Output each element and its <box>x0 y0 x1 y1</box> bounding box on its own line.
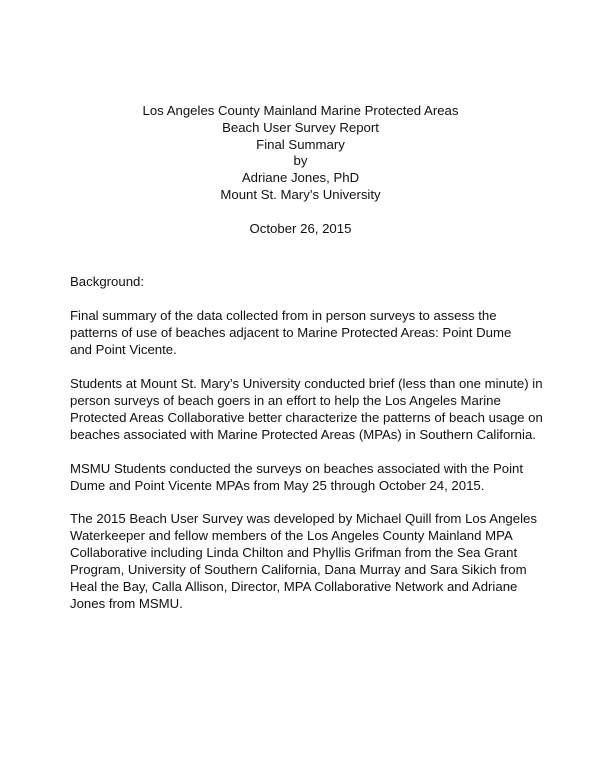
paragraph-line: Protected Areas Collaborative better characterize the patterns of beach usage on <box>70 410 543 425</box>
paragraph-line: Waterkeeper and fellow members of the Los Angeles County Mainland MPA <box>70 528 513 543</box>
report-title-block <box>0 103 601 204</box>
paragraph-line: Students at Mount St. Mary’s University conducted brief (less than one minute) in <box>70 376 543 391</box>
paragraph-line: patterns of use of beaches adjacent to Marine Protected Areas: Point Dume <box>70 325 512 340</box>
paragraph-credits <box>70 510 540 612</box>
paragraph-students <box>70 375 543 443</box>
paragraph-line: Collaborative including Linda Chilton and Phyllis Grifman from the Sea Grant <box>70 545 518 560</box>
report-date: October 26, 2015 <box>249 221 352 236</box>
report-subtitle: Beach User Survey Report <box>222 119 379 135</box>
paragraph-line: Program, University of Southern California, Dana Murray and Sara Sikich from <box>70 562 527 577</box>
report-type: Final Summary <box>256 136 345 152</box>
paragraph-line: MSMU Students conducted the surveys on beaches associated with the Point <box>70 461 524 476</box>
paragraph-line: The 2015 Beach User Survey was developed by Michael Quill from Los Angeles <box>70 511 537 526</box>
paragraph-survey-dates <box>70 460 540 494</box>
report-title: Los Angeles County Mainland Marine Protected Areas <box>142 103 459 118</box>
author-name: Adriane Jones, PhD <box>241 170 360 186</box>
paragraph-line: Jones from MSMU. <box>70 596 183 611</box>
author-by: by <box>293 153 308 169</box>
paragraph-line: Dume and Point Vicente MPAs from May 25 through October 24, 2015. <box>70 478 485 493</box>
paragraph-line: and Point Vicente. <box>70 342 177 357</box>
paragraph-line: beaches associated with Marine Protected Areas (MPAs) in Southern California. <box>70 427 536 442</box>
background-heading: Background: <box>70 274 145 289</box>
author-affiliation: Mount St. Mary’s University <box>220 186 381 202</box>
paragraph-line: Heal the Bay, Calla Allison, Director, MPA Collaborative Network and Adriane <box>70 579 518 594</box>
paragraph-summary <box>70 307 540 358</box>
paragraph-line: person surveys of beach goers in an effort to help the Los Angeles Marine <box>70 393 501 408</box>
paragraph-line: Final summary of the data collected from in person surveys to assess the <box>70 308 497 323</box>
